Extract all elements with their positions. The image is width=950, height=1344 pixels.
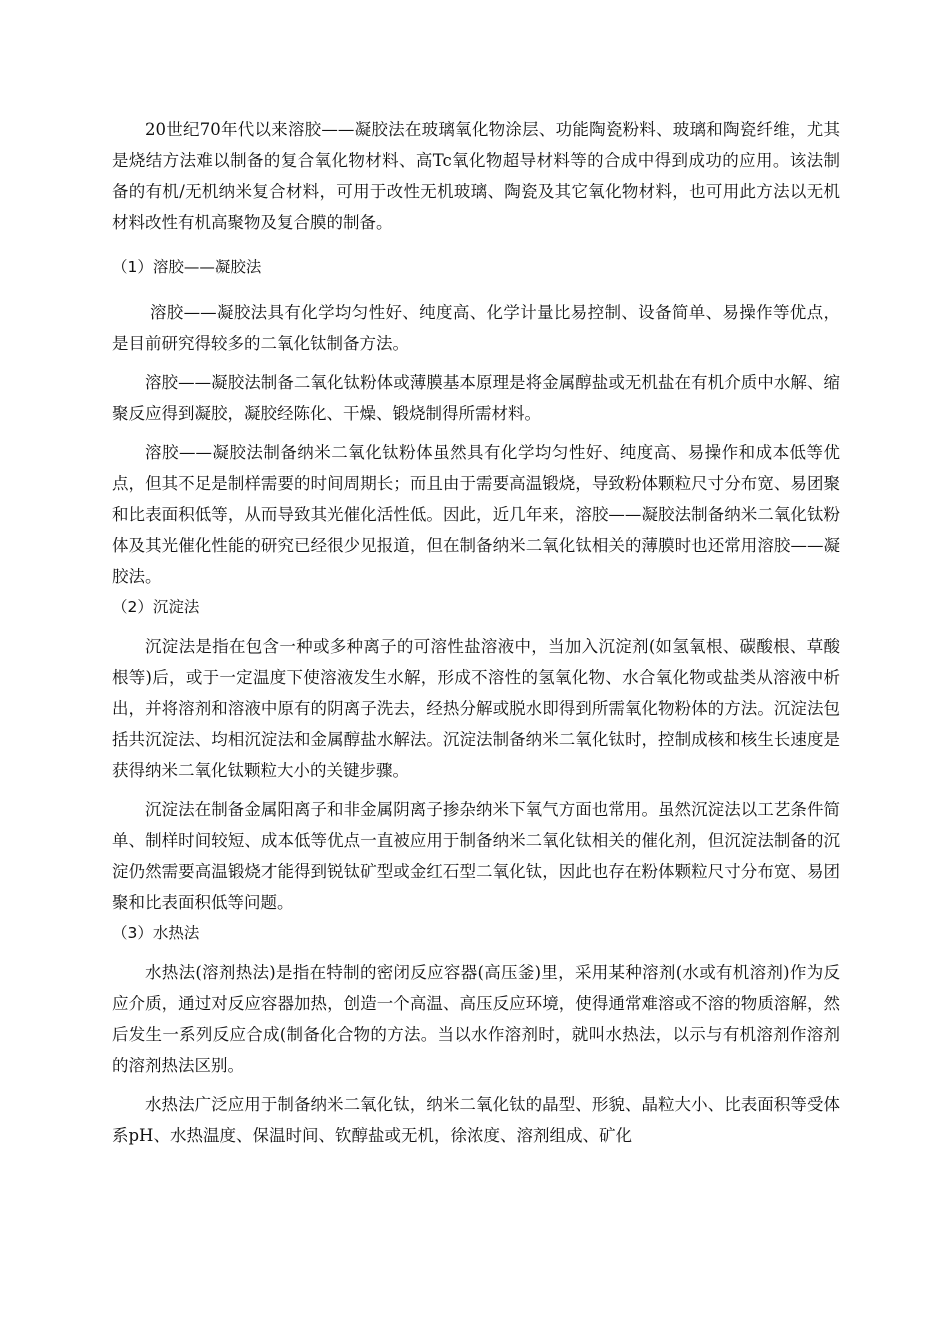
sol-gel-paragraph-2: 溶胶——凝胶法制备二氧化钛粉体或薄膜基本原理是将金属醇盐或无机盐在有机介质中水解、缩聚反应得到凝胶，凝胶经陈化、干燥、锻烧制得所需材料。	[112, 373, 840, 423]
hydrothermal-paragraph-2: 水热法广泛应用于制备纳米二氧化钛，纳米二氧化钛的晶型、形貌、晶粒大小、比表面积等受体系pH、水热温度、保温时间、钦醇盐或无机，徐浓度、溶剂组成、矿化	[112, 1095, 840, 1145]
section-heading-hydrothermal: （3）水热法	[112, 924, 200, 942]
hydrothermal-paragraph-1: 水热法(溶剂热法)是指在特制的密闭反应容器(高压釜)里，采用某种溶剂(水或有机溶剂)作为反应介质，通过对反应容器加热，创造一个高温、高压反应环境，使得通常难溶或不溶的物质溶解，然后发生一系列反应合成(制备化合物的方法。当以水作溶剂时，就叫水热法，以示与有机溶剂作溶剂的溶剂热法区别。	[112, 963, 840, 1075]
precipitation-paragraph-1: 沉淀法是指在包含一种或多种离子的可溶性盐溶液中，当加入沉淀剂(如氢氧根、碳酸根、草酸根等)后，或于一定温度下使溶液发生水解，形成不溶性的氢氧化物、水合氧化物或盐类从溶液中析出，并将溶剂和溶液中原有的阴离子洗去，经热分解或脱水即得到所需氧化物粉体的方法。沉淀法包括共沉淀法、均相沉淀法和金属醇盐水解法。沉淀法制备纳米二氧化钛时，控制成核和核生长速度是获得纳米二氧化钛颗粒大小的关键步骤。	[112, 637, 840, 780]
intro-paragraph: 20世纪70年代以来溶胶——凝胶法在玻璃氧化物涂层、功能陶瓷粉料、玻璃和陶瓷纤维，尤其是烧结方法难以制备的复合氧化物材料、高Tc氧化物超导材料等的合成中得到成功的应用。该法制备的有机/无机纳米复合材料，可用于改性无机玻璃、陶瓷及其它氧化物材料，也可用此方法以无机材料改性有机高聚物及复合膜的制备。	[112, 120, 840, 232]
precipitation-paragraph-2: 沉淀法在制备金属阳离子和非金属阴离子掺杂纳米下氧气方面也常用。虽然沉淀法以工艺条件简单、制样时间较短、成本低等优点一直被应用于制备纳米二氧化钛相关的催化剂，但沉淀法制备的沉淀仍然需要高温锻烧才能得到锐钛矿型或金红石型二氧化钛，因此也存在粉体颗粒尺寸分布宽、易团聚和比表面积低等问题。	[112, 800, 840, 912]
sol-gel-paragraph-3: 溶胶——凝胶法制备纳米二氧化钛粉体虽然具有化学均匀性好、纯度高、易操作和成本低等优点，但其不足是制样需要的时间周期长；而且由于需要高温锻烧，导致粉体颗粒尺寸分布宽、易团聚和比表面积低等，从而导致其光催化活性低。因此，近几年来，溶胶——凝胶法制备纳米二氧化钛粉体及其光催化性能的研究已经很少见报道，但在制备纳米二氧化钛相关的薄膜时也还常用溶胶——凝胶法。	[112, 443, 840, 586]
sol-gel-paragraph-1: 溶胶——凝胶法具有化学均匀性好、纯度高、化学计量比易控制、设备简单、易操作等优点，是目前研究得较多的二氧化钛制备方法。	[112, 303, 840, 353]
section-heading-precipitation: （2）沉淀法	[112, 598, 200, 616]
section-heading-sol-gel: （1）溶胶——凝胶法	[112, 258, 262, 276]
document-body	[112, 114, 840, 1151]
